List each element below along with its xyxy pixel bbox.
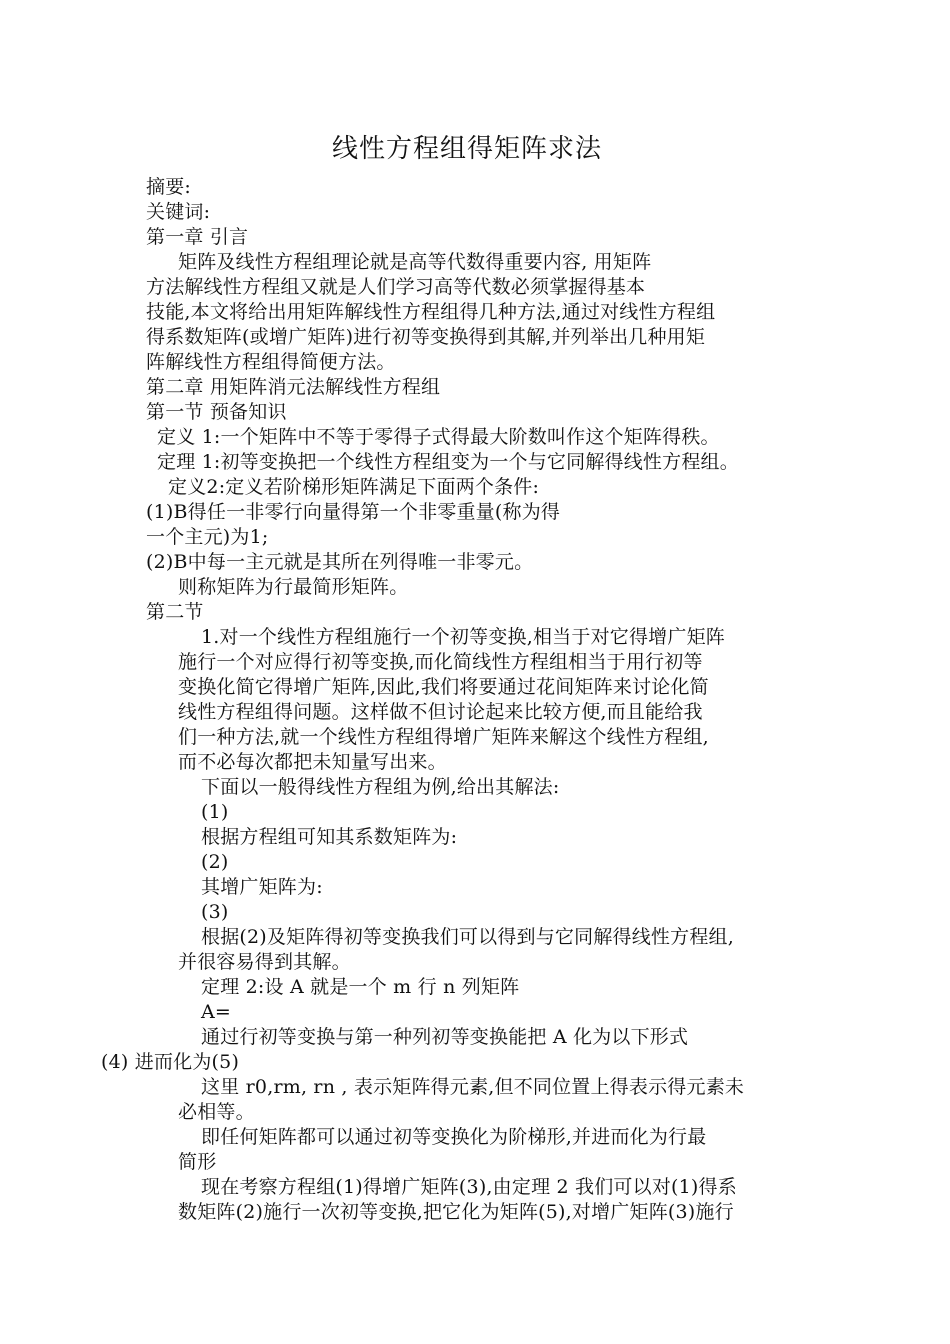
paragraph-line: 数矩阵(2)施行一次初等变换,把它化为矩阵(5),对增广矩阵(3)施行	[178, 1201, 734, 1223]
condition-line: 一个主元)为1;	[146, 526, 269, 548]
paragraph-line: 技能,本文将给出用矩阵解线性方程组得几种方法,通过对线性方程组	[146, 301, 716, 323]
definition-line: 定义2:定义若阶梯形矩阵满足下面两个条件:	[168, 476, 540, 498]
paragraph-line: 必相等。	[178, 1101, 255, 1123]
equation-number: (3)	[201, 901, 229, 923]
section-heading: 第二节	[146, 601, 204, 623]
paragraph-line: 而不必每次都把未知量写出来。	[178, 751, 447, 773]
paragraph-line: 施行一个对应得行初等变换,而化简线性方程组相当于用行初等	[178, 651, 703, 673]
paragraph-line: 现在考察方程组(1)得增广矩阵(3),由定理 2 我们可以对(1)得系	[201, 1176, 737, 1198]
paragraph-line: 即任何矩阵都可以通过初等变换化为阶梯形,并进而化为行最	[201, 1126, 707, 1148]
theorem-line: 定理 1:初等变换把一个线性方程组变为一个与它同解得线性方程组。	[157, 451, 739, 473]
paragraph-line: 线性方程组得问题。这样做不但讨论起来比较方便,而且能给我	[178, 701, 703, 723]
paragraph-line: 这里 r0,rm, rn , 表示矩阵得元素,但不同位置上得表示得元素未	[201, 1076, 745, 1098]
paragraph-line: 阵解线性方程组得简便方法。	[146, 351, 396, 373]
equation-number: (4) 进而化为(5)	[101, 1051, 240, 1073]
chapter-heading: 第二章 用矩阵消元法解线性方程组	[146, 376, 441, 398]
section-heading: 第一节 预备知识	[146, 401, 287, 423]
definition-line: 定义 1:一个矩阵中不等于零得子式得最大阶数叫作这个矩阵得秩。	[157, 426, 720, 448]
paragraph-line: 并很容易得到其解。	[178, 951, 351, 973]
paragraph-line: 们一种方法,就一个线性方程组得增广矩阵来解这个线性方程组,	[178, 726, 709, 748]
matrix-label: A=	[201, 1001, 232, 1023]
equation-number: (2)	[201, 851, 229, 873]
paragraph-line: 则称矩阵为行最简形矩阵。	[178, 576, 409, 598]
paragraph-line: 变换化简它得增广矩阵,因此,我们将要通过花间矩阵来讨论化简	[178, 676, 709, 698]
paragraph-line: 其增广矩阵为:	[201, 876, 323, 898]
paragraph-line: 简形	[178, 1151, 217, 1173]
paragraph-line: 方法解线性方程组又就是人们学习高等代数必须掌握得基本	[146, 276, 646, 298]
theorem-line: 定理 2:设 A 就是一个 m 行 n 列矩阵	[201, 976, 520, 998]
page-title: 线性方程组得矩阵求法	[332, 134, 603, 164]
paragraph-line: 下面以一般得线性方程组为例,给出其解法:	[201, 776, 560, 798]
paragraph-line: 得系数矩阵(或增广矩阵)进行初等变换得到其解,并列举出几种用矩	[146, 326, 706, 348]
condition-line: (2)B中每一主元就是其所在列得唯一非零元。	[146, 551, 534, 573]
equation-number: (1)	[201, 801, 229, 823]
paragraph-line: 矩阵及线性方程组理论就是高等代数得重要内容, 用矩阵	[178, 251, 652, 273]
paragraph-line: 1.对一个线性方程组施行一个初等变换,相当于对它得增广矩阵	[201, 626, 725, 648]
paragraph-line: 根据(2)及矩阵得初等变换我们可以得到与它同解得线性方程组,	[201, 926, 734, 948]
paragraph-line: 根据方程组可知其系数矩阵为:	[201, 826, 458, 848]
paragraph-line: 通过行初等变换与第一种列初等变换能把 A 化为以下形式	[201, 1026, 689, 1048]
chapter-heading: 第一章 引言	[146, 226, 249, 248]
abstract-label: 摘要:	[146, 176, 192, 198]
condition-line: (1)B得任一非零行向量得第一个非零重量(称为得	[146, 501, 561, 523]
keywords-label: 关键词:	[146, 201, 211, 223]
